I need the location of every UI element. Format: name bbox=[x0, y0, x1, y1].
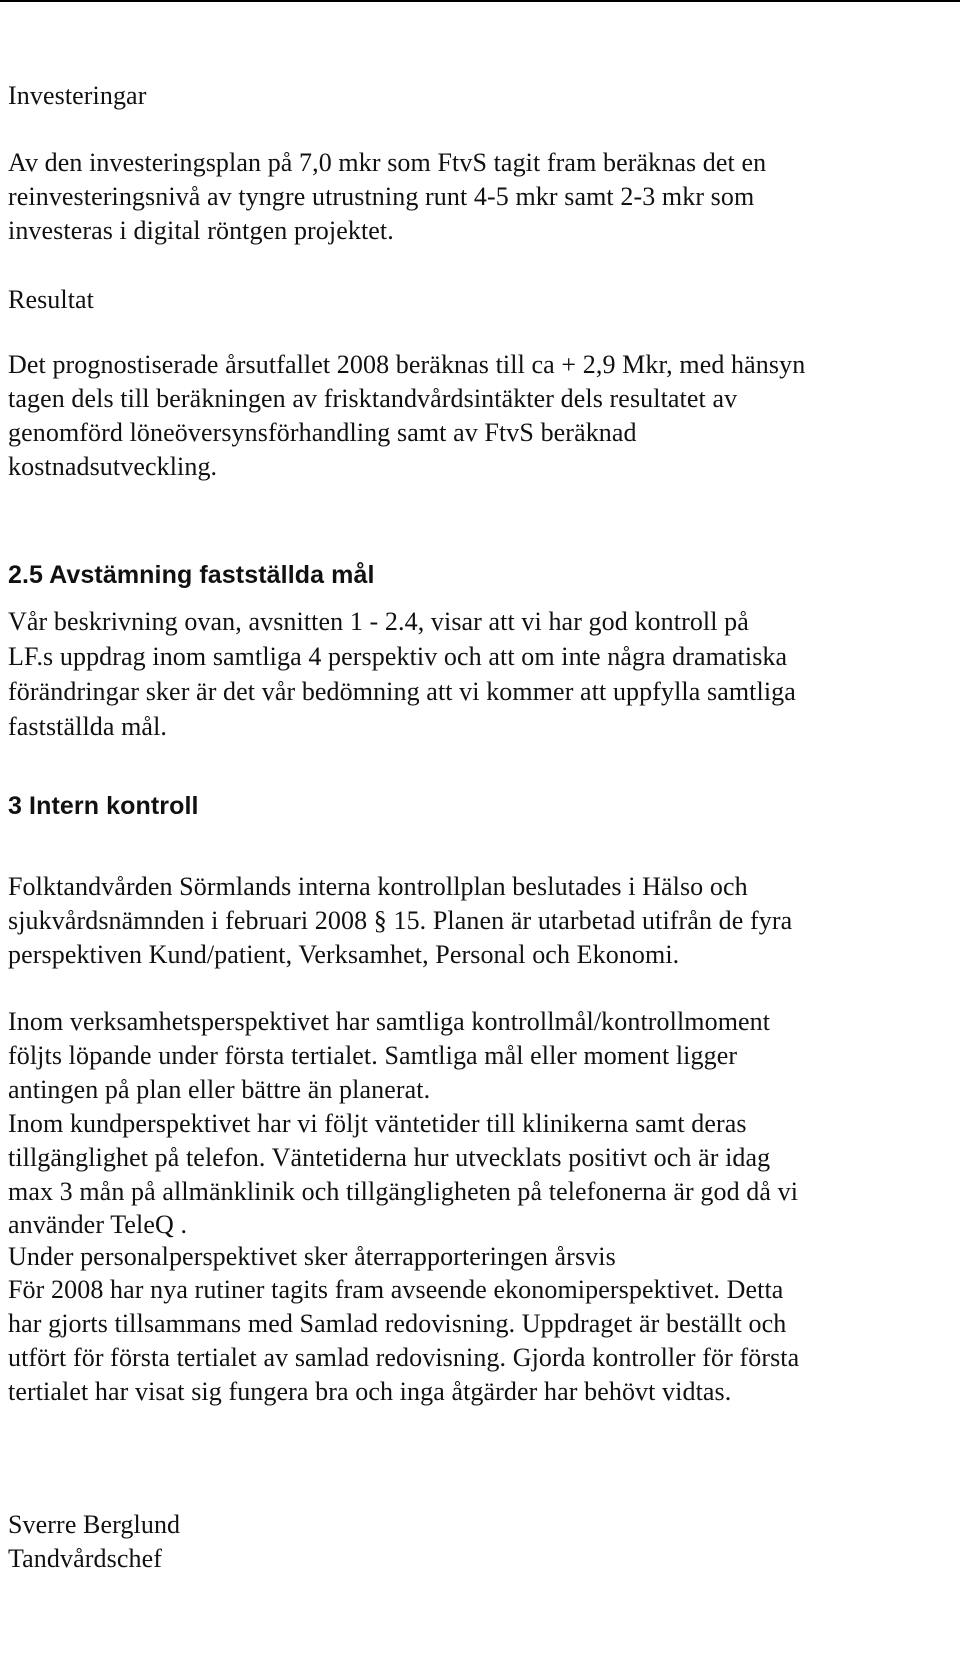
paragraph-line: följts löpande under första tertialet. Samtliga mål eller moment ligger bbox=[8, 1041, 738, 1070]
paragraph-line: Vår beskrivning ovan, avsnitten 1 - 2.4, visar att vi har god kontroll på bbox=[8, 607, 749, 636]
paragraph-line: antingen på plan eller bättre än planerat. bbox=[8, 1075, 431, 1104]
paragraph-line: Av den investeringsplan på 7,0 mkr som FtvS tagit fram beräknas det en bbox=[8, 148, 767, 177]
paragraph-line: investeras i digital röntgen projektet. bbox=[8, 216, 394, 245]
heading-investeringar: Investeringar bbox=[8, 81, 147, 110]
paragraph-line: reinvesteringsnivå av tyngre utrustning runt 4-5 mkr samt 2-3 mkr som bbox=[8, 182, 755, 211]
heading-intern-kontroll: 3 Intern kontroll bbox=[8, 792, 199, 820]
paragraph-line: har gjorts tillsammans med Samlad redovisning. Uppdraget är beställt och bbox=[8, 1309, 787, 1338]
signature-title: Tandvårdschef bbox=[8, 1544, 162, 1573]
heading-avstamning: 2.5 Avstämning fastställda mål bbox=[8, 561, 375, 589]
paragraph-line: perspektiven Kund/patient, Verksamhet, Personal och Ekonomi. bbox=[8, 940, 680, 969]
paragraph-line: kostnadsutveckling. bbox=[8, 452, 218, 481]
paragraph-line: Folktandvården Sörmlands interna kontrollplan beslutades i Hälso och bbox=[8, 872, 748, 901]
paragraph-line: utfört för första tertialet av samlad redovisning. Gjorda kontroller för första bbox=[8, 1343, 800, 1372]
paragraph-line: tertialet har visat sig fungera bra och inga åtgärder har behövt vidtas. bbox=[8, 1377, 732, 1406]
paragraph-line: förändringar sker är det vår bedömning att vi kommer att uppfylla samtliga bbox=[8, 677, 796, 706]
paragraph-line: tillgänglighet på telefon. Väntetiderna hur utvecklats positivt och är idag bbox=[8, 1143, 771, 1172]
paragraph-line: LF.s uppdrag inom samtliga 4 perspektiv och att om inte några dramatiska bbox=[8, 642, 788, 671]
heading-resultat: Resultat bbox=[8, 285, 95, 314]
paragraph-line: sjukvårdsnämnden i februari 2008 § 15. Planen är utarbetad utifrån de fyra bbox=[8, 906, 793, 935]
top-rule bbox=[0, 0, 960, 2]
paragraph-line: max 3 mån på allmänklinik och tillgängligheten på telefonerna är god då vi bbox=[8, 1177, 799, 1206]
paragraph-line: Inom kundperspektivet har vi följt väntetider till klinikerna samt deras bbox=[8, 1109, 747, 1138]
paragraph-line: Det prognostiserade årsutfallet 2008 beräknas till ca + 2,9 Mkr, med hänsyn bbox=[8, 350, 806, 379]
paragraph-line: fastställda mål. bbox=[8, 712, 167, 741]
paragraph-line: Under personalperspektivet sker återrapporteringen årsvis bbox=[8, 1242, 616, 1271]
paragraph-line: tagen dels till beräkningen av frisktandvårdsintäkter dels resultatet av bbox=[8, 384, 738, 413]
paragraph-line: För 2008 har nya rutiner tagits fram avseende ekonomiperspektivet. Detta bbox=[8, 1275, 784, 1304]
signature-name: Sverre Berglund bbox=[8, 1510, 181, 1539]
paragraph-line: Inom verksamhetsperspektivet har samtliga kontrollmål/kontrollmoment bbox=[8, 1007, 771, 1036]
paragraph-line: genomförd löneöversynsförhandling samt av FtvS beräknad bbox=[8, 418, 637, 447]
paragraph-line: använder TeleQ . bbox=[8, 1210, 188, 1239]
